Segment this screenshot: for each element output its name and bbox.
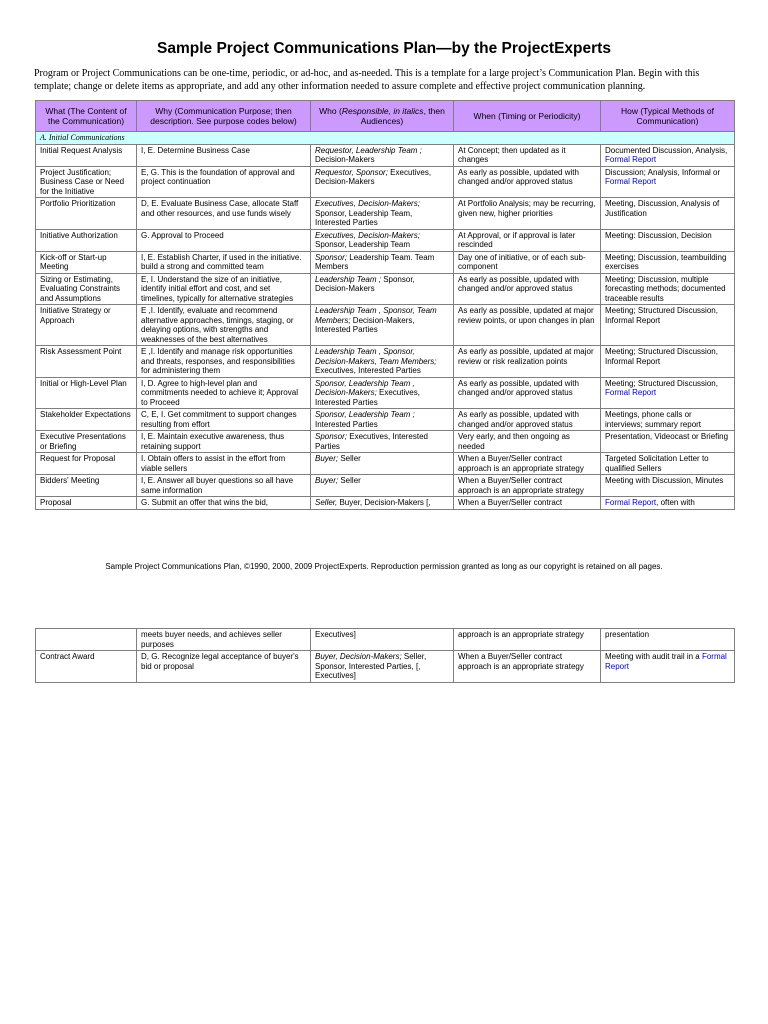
cell-why: E, I. Understand the size of an initiative, identify initial effort and cost, and set timelines, typically for alternative strategies bbox=[137, 273, 311, 305]
who-responsible: Executives, Decision-Makers; bbox=[315, 230, 420, 240]
table-row bbox=[36, 629, 735, 651]
cell-what: Executive Presentations or Briefing bbox=[36, 431, 137, 453]
who-responsible: Leadership Team , Sponsor, Decision-Makers, Team Members; bbox=[315, 347, 437, 366]
cell-how bbox=[601, 144, 735, 166]
who-audience: Executives, Decision-Makers bbox=[315, 167, 432, 186]
how-method: Discussion; Analysis, Informal or bbox=[605, 167, 721, 177]
cell-who bbox=[311, 431, 454, 453]
how-method: Meeting; Structured Discussion, bbox=[605, 378, 718, 388]
how-method: Documented Discussion, Analysis, bbox=[605, 145, 728, 155]
how-method: Meeting; Structured Discussion, Informal Report bbox=[605, 347, 718, 366]
who-audience: Decision-Makers bbox=[315, 155, 375, 164]
cell-how bbox=[601, 229, 735, 251]
cell-how bbox=[601, 629, 735, 651]
cell-what: Bidders' Meeting bbox=[36, 475, 137, 497]
cell-why: I. Obtain offers to assist in the effort from viable sellers bbox=[137, 453, 311, 475]
header-who-emphasis: Responsible, in italics bbox=[341, 106, 424, 116]
who-responsible: Sponsor, Leadership Team , Decision-Makers; bbox=[315, 378, 415, 397]
table-row bbox=[36, 251, 735, 273]
header-how: How (Typical Methods of Communication) bbox=[601, 101, 735, 132]
cell-when: approach is an appropriate strategy bbox=[454, 629, 601, 651]
cell-how bbox=[601, 305, 735, 346]
cell-how bbox=[601, 377, 735, 409]
who-audience: Buyer, Decision-Makers [, bbox=[337, 498, 431, 507]
header-who bbox=[311, 101, 454, 132]
cell-why: I, E. Establish Charter, if used in the initiative. build a strong and committed team bbox=[137, 251, 311, 273]
cell-how bbox=[601, 497, 735, 510]
table-row bbox=[36, 198, 735, 230]
cell-why: E ,I. Identify, evaluate and recommend alternative approaches, timings, staging, or delaying options, with strengths and weaknesses of the best alternatives bbox=[137, 305, 311, 346]
who-audience: Executives] bbox=[315, 630, 356, 639]
cell-who bbox=[311, 475, 454, 497]
how-method: presentation bbox=[605, 630, 650, 639]
who-responsible: Buyer; bbox=[315, 454, 339, 463]
header-who-post: , then Audiences) bbox=[360, 106, 445, 126]
cell-why: E, G. This is the foundation of approval and project continuation bbox=[137, 166, 311, 198]
who-responsible: Requestor, Sponsor; bbox=[315, 167, 388, 177]
who-audience: Executives, Interested Parties bbox=[315, 432, 428, 451]
cell-how bbox=[601, 651, 735, 683]
cell-what: Initiative Strategy or Approach bbox=[36, 305, 137, 346]
cell-what: Initial Request Analysis bbox=[36, 144, 137, 166]
who-audience: Leadership Team. Team Members bbox=[315, 252, 435, 271]
intro-paragraph: Program or Project Communications can be one-time, periodic, or ad-hoc, and as-needed. This is a template for a large project’s Communication Plan. Begin with this template; change or delete items as appropriate, and add any other information needed to assure complete and effective project communication planning. bbox=[34, 68, 700, 92]
cell-when: When a Buyer/Seller contract approach is an appropriate strategy bbox=[454, 651, 601, 683]
cell-why: I, E. Determine Business Case bbox=[137, 144, 311, 166]
how-method: Meeting: Discussion, Decision bbox=[605, 230, 712, 240]
who-responsible: Seller, bbox=[315, 498, 338, 507]
cell-what: Initial or High-Level Plan bbox=[36, 377, 137, 409]
table-row bbox=[36, 346, 735, 378]
table-row bbox=[36, 377, 735, 409]
table-row bbox=[36, 651, 735, 683]
formal-report-link[interactable]: Formal Report bbox=[605, 652, 727, 671]
header-when: When (Timing or Periodicity) bbox=[454, 101, 601, 132]
cell-who bbox=[311, 497, 454, 510]
cell-when: Very early, and then ongoing as needed bbox=[454, 431, 601, 453]
cell-who bbox=[311, 305, 454, 346]
cell-why: C, E, I. Get commitment to support changes resulting from effort bbox=[137, 409, 311, 431]
cell-what: Request for Proposal bbox=[36, 453, 137, 475]
cell-why: G. Submit an offer that wins the bid, bbox=[137, 497, 311, 510]
cell-how bbox=[601, 409, 735, 431]
cell-how bbox=[601, 198, 735, 230]
table-row bbox=[36, 431, 735, 453]
cell-when: As early as possible, updated with changed and/or approved status bbox=[454, 409, 601, 431]
who-responsible: Buyer, Decision-Makers; bbox=[315, 652, 402, 661]
cell-who bbox=[311, 198, 454, 230]
who-audience: Seller bbox=[338, 476, 361, 485]
communications-plan-table-continued bbox=[35, 628, 735, 683]
cell-how bbox=[601, 346, 735, 378]
cell-when: As early as possible, updated at major review or risk realization points bbox=[454, 346, 601, 378]
footer-copyright: Sample Project Communications Plan, ©1990, 2000, 2009 ProjectExperts. Reproduction permission granted as long as our copyright is retained on all pages. bbox=[105, 562, 663, 571]
cell-why: I, E. Maintain executive awareness, thus retaining support bbox=[137, 431, 311, 453]
formal-report-link[interactable]: Formal Report bbox=[605, 155, 657, 164]
cell-when: At Concept; then updated as it changes bbox=[454, 144, 601, 166]
cell-when: As early as possible, updated at major review points, or upon changes in plan bbox=[454, 305, 601, 346]
who-responsible: Leadership Team , Sponsor, Team Members; bbox=[315, 306, 437, 325]
cell-when: At Portfolio Analysis; may be recurring, given new, higher priorities bbox=[454, 198, 601, 230]
table-row bbox=[36, 409, 735, 431]
formal-report-link[interactable]: Formal Report bbox=[605, 177, 657, 186]
communications-plan-table bbox=[35, 100, 735, 510]
cell-when: When a Buyer/Seller contract approach is an appropriate strategy bbox=[454, 453, 601, 475]
who-audience: Executives, Interested Parties bbox=[315, 366, 421, 375]
who-responsible: Executives, Decision-Makers; bbox=[315, 199, 420, 208]
section-a-heading: A. Initial Communications bbox=[36, 132, 735, 145]
cell-what: Proposal bbox=[36, 497, 137, 510]
cell-why: G. Approval to Proceed bbox=[137, 229, 311, 251]
how-method: Meetings, phone calls or interviews; summary report bbox=[605, 410, 702, 429]
who-audience: Sponsor, Leadership Team, Interested Parties bbox=[315, 208, 413, 227]
table-row bbox=[36, 166, 735, 198]
table-row bbox=[36, 229, 735, 251]
how-method: Meeting; Structured Discussion, Informal Report bbox=[605, 306, 718, 325]
cell-what: Risk Assessment Point bbox=[36, 346, 137, 378]
cell-why: meets buyer needs, and achieves seller purposes bbox=[137, 629, 311, 651]
cell-what: Initiative Authorization bbox=[36, 229, 137, 251]
header-who-pre: Who ( bbox=[319, 106, 342, 116]
cell-who bbox=[311, 273, 454, 305]
cell-what: Portfolio Prioritization bbox=[36, 198, 137, 230]
cell-when: As early as possible, updated with changed and/or approved status bbox=[454, 377, 601, 409]
who-audience: Sponsor, Decision-Makers bbox=[315, 274, 415, 293]
table-row bbox=[36, 453, 735, 475]
page-title: Sample Project Communications Plan—by the ProjectExperts bbox=[157, 40, 611, 57]
cell-when: When a Buyer/Seller contract bbox=[454, 497, 601, 510]
cell-when: As early as possible, updated with changed and/or approved status bbox=[454, 166, 601, 198]
cell-when: When a Buyer/Seller contract approach is an appropriate strategy bbox=[454, 475, 601, 497]
how-method: Meeting with audit trail in a bbox=[605, 652, 702, 661]
cell-how bbox=[601, 166, 735, 198]
cell-who bbox=[311, 377, 454, 409]
cell-why: I, D. Agree to high-level plan and commitments needed to achieve it; Approval to Proceed bbox=[137, 377, 311, 409]
who-audience: Seller, Sponsor, Interested Parties, [, Executives] bbox=[315, 652, 427, 680]
how-method: Meeting; Discussion, teambuilding exercises bbox=[605, 252, 727, 271]
table-row bbox=[36, 273, 735, 305]
cell-who bbox=[311, 346, 454, 378]
header-why: Why (Communication Purpose; then description. See purpose codes below) bbox=[137, 101, 311, 132]
cell-when: At Approval, or if approval is later rescinded bbox=[454, 229, 601, 251]
cell-how bbox=[601, 273, 735, 305]
cell-when: Day one of initiative, or of each sub-component bbox=[454, 251, 601, 273]
who-audience: Seller bbox=[338, 454, 361, 463]
cell-what: Sizing or Estimating, Evaluating Constraints and Assumptions bbox=[36, 273, 137, 305]
table-row bbox=[36, 475, 735, 497]
how-method: Targeted Solicitation Letter to qualified Sellers bbox=[605, 454, 709, 473]
who-responsible: Sponsor; bbox=[315, 252, 348, 262]
who-responsible: Leadership Team ; bbox=[315, 274, 381, 284]
cell-who bbox=[311, 453, 454, 475]
cell-how bbox=[601, 251, 735, 273]
cell-what: Project Justification; Business Case or Need for the Initiative bbox=[36, 166, 137, 198]
table-row bbox=[36, 305, 735, 346]
cell-who bbox=[311, 409, 454, 431]
cell-who bbox=[311, 251, 454, 273]
cell-why: D, G. Recognize legal acceptance of buyer's bid or proposal bbox=[137, 651, 311, 683]
how-method: Presentation, Videocast or Briefing bbox=[605, 432, 729, 441]
cell-what: Stakeholder Expectations bbox=[36, 409, 137, 431]
how-method: Meeting with Discussion, Minutes bbox=[605, 476, 724, 485]
section-row bbox=[36, 132, 735, 145]
cell-why: I, E. Answer all buyer questions so all have same information bbox=[137, 475, 311, 497]
cell-how bbox=[601, 475, 735, 497]
who-audience: Interested Parties bbox=[315, 419, 378, 429]
cell-why: D, E. Evaluate Business Case, allocate Staff and other resources, and use funds wisely bbox=[137, 198, 311, 230]
who-audience: Executives, Interested Parties bbox=[315, 388, 420, 407]
cell-who bbox=[311, 229, 454, 251]
who-audience: Sponsor, Leadership Team bbox=[315, 240, 411, 249]
cell-what: Contract Award bbox=[36, 651, 137, 683]
how-method: Meeting; Discussion, multiple forecasting methods; documented traceable results bbox=[605, 274, 726, 303]
who-responsible: Buyer; bbox=[315, 476, 339, 485]
cell-who bbox=[311, 651, 454, 683]
table-row bbox=[36, 497, 735, 510]
formal-report-link[interactable]: Formal Report bbox=[605, 388, 657, 397]
cell-when: As early as possible, updated with changed and/or approved status bbox=[454, 273, 601, 305]
cell-how bbox=[601, 453, 735, 475]
who-audience: Decision-Makers, Interested Parties bbox=[315, 315, 415, 334]
cell-who bbox=[311, 166, 454, 198]
cell-what bbox=[36, 629, 137, 651]
who-responsible: Sponsor, Leadership Team ; bbox=[315, 410, 415, 419]
table-header-row bbox=[36, 101, 735, 132]
cell-why: E ,I. Identify and manage risk opportunities and threats, responses, and responsibilities for administering them bbox=[137, 346, 311, 378]
table-row bbox=[36, 144, 735, 166]
who-responsible: Requestor, Leadership Team ; bbox=[315, 145, 422, 155]
how-method: Meeting, Discussion, Analysis of Justification bbox=[605, 199, 720, 218]
header-what: What (The Content of the Communication) bbox=[36, 101, 137, 132]
cell-what: Kick-off or Start-up Meeting bbox=[36, 251, 137, 273]
cell-how bbox=[601, 431, 735, 453]
cell-who bbox=[311, 144, 454, 166]
who-responsible: Sponsor; bbox=[315, 432, 348, 441]
formal-report-link[interactable]: Formal Report bbox=[605, 498, 657, 507]
cell-who bbox=[311, 629, 454, 651]
how-method-after: , often with bbox=[656, 498, 695, 507]
